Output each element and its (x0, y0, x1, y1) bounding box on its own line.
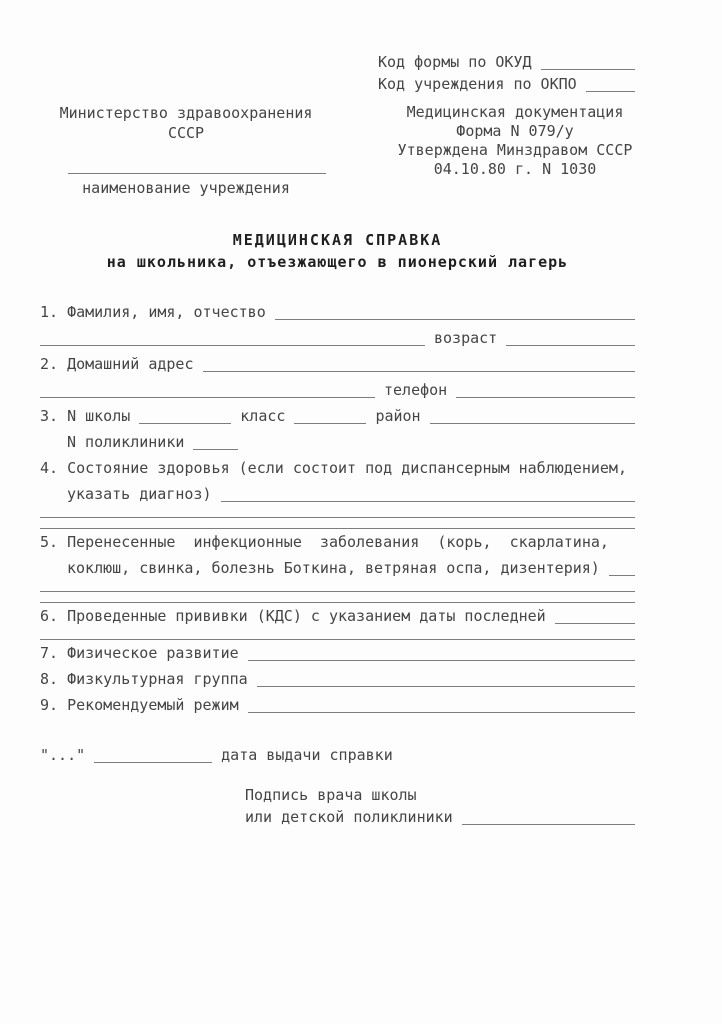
field-diseases-row (40, 532, 635, 552)
diseases-blank-line1 (40, 587, 635, 592)
issue-date-row (40, 745, 635, 765)
field-number: 3. (40, 407, 59, 425)
age-blank-line (506, 341, 635, 346)
field-number: 5. (40, 533, 59, 551)
okpo-label: Код учреждения по ОКПО (378, 75, 577, 93)
field-name-row (40, 302, 635, 322)
address-blank-line2 (40, 393, 375, 398)
field-clinic-row (67, 432, 635, 452)
page-title: МЕДИЦИНСКАЯ СПРАВКА (232, 231, 443, 249)
diseases-label-line2: коклюш, свинка, болезнь Боткина, ветряная оспа, дизентерия) (67, 559, 600, 577)
field-physical-row (40, 643, 635, 663)
vaccinations-blank-line2 (40, 635, 635, 640)
okud-row (378, 52, 635, 72)
regime-label: Рекомендуемый режим (67, 696, 239, 714)
vaccinations-label: Проведенные прививки (КДС) с указанием даты последней (67, 607, 546, 625)
health-blank-line1 (40, 513, 635, 518)
field-name-label: Фамилия, имя, отчество (67, 303, 266, 321)
field-number: 9. (40, 696, 59, 714)
name-blank-line (275, 315, 635, 320)
field-diseases-row2 (67, 558, 635, 578)
field-sportgroup-row (40, 669, 635, 689)
field-health-row2 (67, 484, 635, 504)
doc-info-block (395, 103, 635, 198)
address-label: Домашний адрес (67, 355, 194, 373)
blank-row (40, 632, 635, 637)
signature-label-line1: Подпись врача школы (245, 786, 417, 804)
okpo-blank-line (586, 87, 635, 92)
phone-label: телефон (384, 381, 448, 399)
blank-row (40, 595, 635, 600)
school-blank-line (139, 419, 231, 424)
date-quote: "..." (40, 746, 86, 764)
doc-line4: 04.10.80 г. N 1030 (433, 160, 597, 178)
form-body (40, 302, 635, 715)
class-label: класс (240, 407, 286, 425)
doc-line1: Медицинская документация (406, 103, 624, 121)
name-blank-line2 (40, 341, 425, 346)
doc-line3: Утверждена Минздравом СССР (397, 141, 633, 159)
field-number: 2. (40, 355, 59, 373)
clinic-label: N поликлиники (67, 433, 185, 451)
diseases-label-line1: Перенесенные инфекционные заболевания (корь, скарлатина, (67, 533, 609, 551)
blank-row (40, 521, 635, 526)
field-number: 4. (40, 459, 59, 477)
phone-blank-line (456, 393, 635, 398)
physical-blank-line (248, 656, 635, 661)
district-blank-line (430, 419, 635, 424)
field-number: 1. (40, 303, 59, 321)
diagnosis-blank-line (221, 497, 636, 502)
ministry-block (40, 103, 332, 198)
regime-blank-line (248, 708, 635, 713)
sportgroup-label: Физкультурная группа (67, 670, 248, 688)
signature-blank-line (462, 820, 635, 825)
signature-row2 (245, 807, 635, 827)
field-vaccinations-row (40, 606, 635, 626)
vaccinations-blank-line (555, 619, 635, 624)
field-age-row (40, 328, 635, 348)
blank-row (40, 584, 635, 589)
health-label-line1: Состояние здоровья (если состоит под диспансерным наблюдением, (67, 459, 627, 477)
class-blank-line (294, 419, 366, 424)
blank-row (40, 510, 635, 515)
institution-blank-line (68, 173, 326, 174)
field-health-row (40, 458, 635, 478)
field-number: 8. (40, 670, 59, 688)
field-phone-row (40, 380, 635, 400)
health-blank-line2 (40, 524, 635, 529)
district-label: район (375, 407, 421, 425)
field-address-row (40, 354, 635, 374)
field-number: 6. (40, 607, 59, 625)
doc-line2: Форма N 079/у (456, 122, 574, 140)
school-label: N школы (67, 407, 131, 425)
signature-label-line2: или детской поликлиники (245, 808, 453, 826)
diseases-blank-line2 (40, 598, 635, 603)
signature-block (245, 785, 635, 827)
form-codes-block (378, 52, 635, 94)
ministry-line2: СССР (167, 124, 205, 142)
title-block (40, 230, 635, 272)
header-columns (40, 103, 635, 198)
field-school-row (40, 406, 635, 426)
clinic-blank-line (193, 445, 238, 450)
okpo-row (378, 74, 635, 94)
physical-label: Физическое развитие (67, 644, 239, 662)
field-number: 7. (40, 644, 59, 662)
sportgroup-blank-line (257, 682, 635, 687)
institution-caption: наименование учреждения (82, 179, 290, 197)
health-label-line2: указать диагноз) (67, 485, 212, 503)
ministry-line1: Министерство здравоохранения (59, 104, 313, 122)
signature-row1 (245, 785, 635, 805)
date-blank-line (94, 758, 212, 763)
page-subtitle: на школьника, отъезжающего в пионерский лагерь (106, 253, 569, 271)
okud-label: Код формы по ОКУД (378, 53, 532, 71)
address-blank-line (203, 367, 636, 372)
diseases-blank-line (609, 571, 635, 576)
age-label: возраст (434, 329, 498, 347)
field-regime-row (40, 695, 635, 715)
date-caption: дата выдачи справки (221, 746, 393, 764)
okud-blank-line (541, 65, 635, 70)
